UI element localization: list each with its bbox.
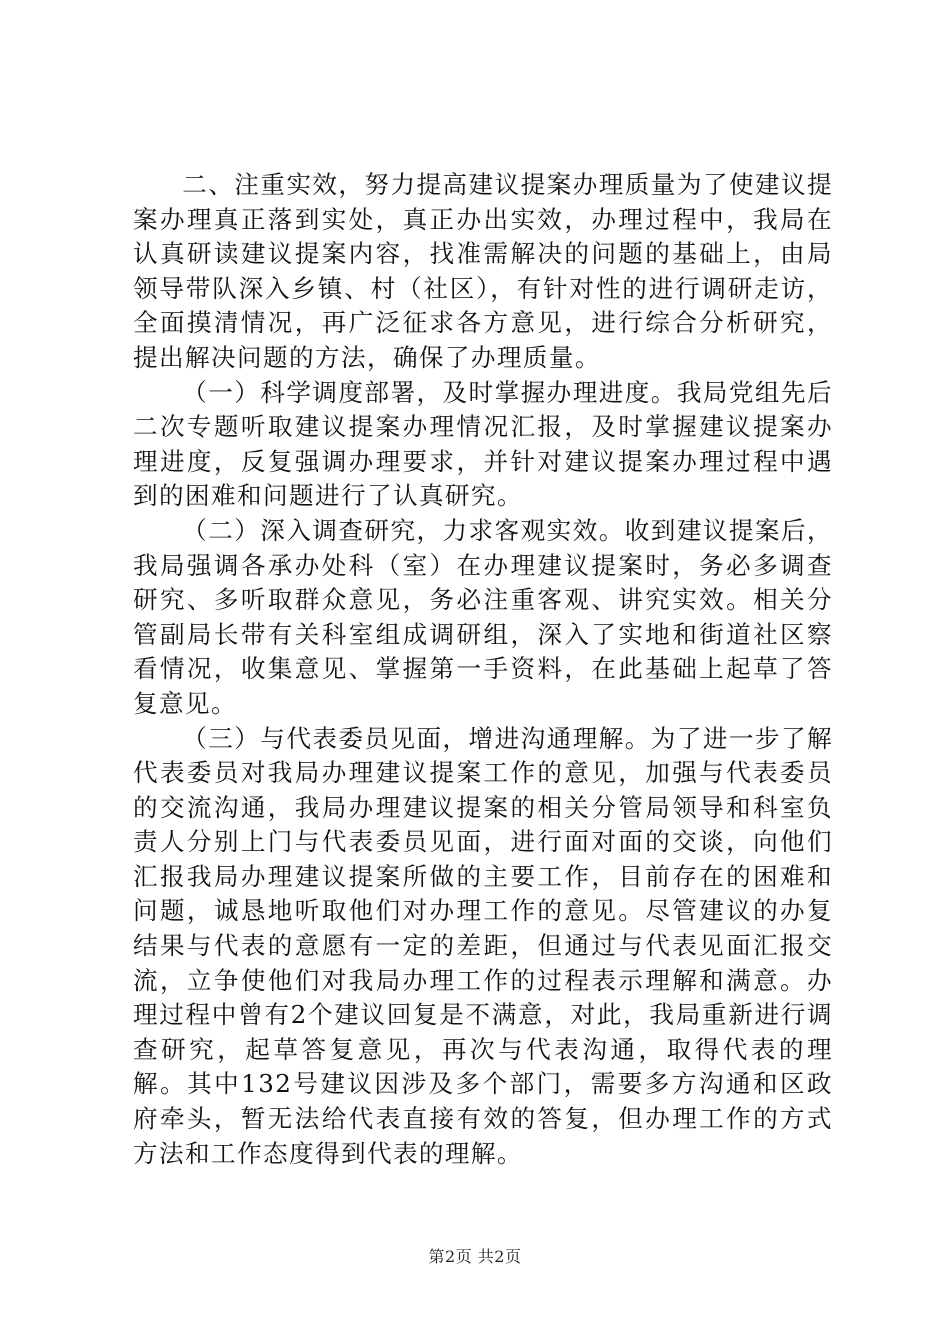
page-footer: 第2页 共2页	[428, 1247, 522, 1266]
paragraph-item-one: （一）科学调度部署，及时掌握办理进度。我局党组先后二次专题听取建议提案办理情况汇报，及时掌握建议提案办理进度，反复强调办理要求，并针对建议提案办理过程中遇到的困难和问题进行了认真研究。	[133, 377, 833, 511]
paragraph-item-two: （二）深入调查研究，力求客观实效。收到建议提案后，我局强调各承办处科（室）在办理建议提案时，务必多调查研究、多听取群众意见，务必注重客观、讲究实效。相关分管副局长带有关科室组成调研组，深入了实地和街道社区察看情况，收集意见、掌握第一手资料，在此基础上起草了答复意见。	[133, 515, 833, 718]
document-body	[133, 168, 833, 1171]
paragraph-item-three: （三）与代表委员见面，增进沟通理解。为了进一步了解代表委员对我局办理建议提案工作的意见，加强与代表委员的交流沟通，我局办理建议提案的相关分管局领导和科室负责人分别上门与代表委员见面，进行面对面的交谈，向他们汇报我局办理建议提案所做的主要工作，目前存在的困难和问题，诚恳地听取他们对办理工作的意见。尽管建议的办复结果与代表的意愿有一定的差距，但通过与代表见面汇报交流，立争使他们对我局办理工作的过程表示理解和满意。办理过程中曾有2个建议回复是不满意，对此，我局重新进行调查研究，起草答复意见，再次与代表沟通，取得代表的理解。其中132号建议因涉及多个部门，需要多方沟通和区政府牵头，暂无法给代表直接有效的答复，但办理工作的方式方法和工作态度得到代表的理解。	[133, 723, 833, 1168]
paragraph-section-two: 二、注重实效，努力提高建议提案办理质量为了使建议提案办理真正落到实处，真正办出实效，办理过程中，我局在认真研读建议提案内容，找准需解决的问题的基础上，由局领导带队深入乡镇、村（社区），有针对性的进行调研走访，全面摸清情况，再广泛征求各方意见，进行综合分析研究，提出解决问题的方法，确保了办理质量。	[133, 170, 833, 372]
